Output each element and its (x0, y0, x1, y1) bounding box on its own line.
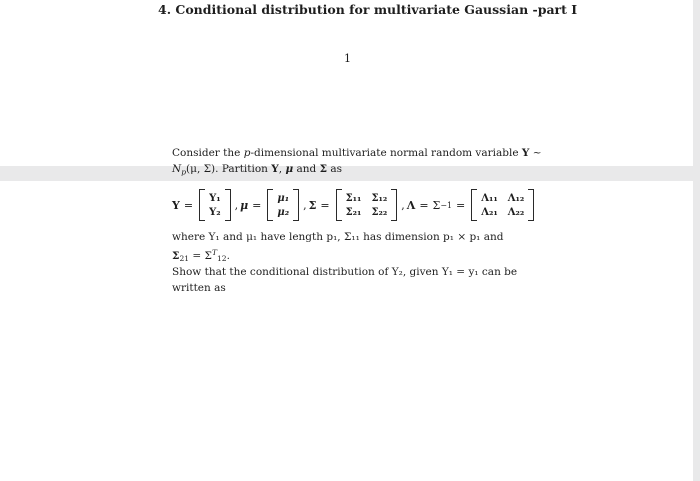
sigma-matrix (336, 189, 398, 221)
intro-text: as (327, 163, 343, 175)
eq-inverse-exponent: −1 (440, 200, 452, 210)
page-1 (0, 0, 693, 166)
where-paragraph (172, 229, 592, 267)
lambda-matrix (471, 189, 534, 221)
intro-text: Consider the (172, 147, 244, 159)
matrix-cell: Λ₂₂ (507, 206, 525, 218)
intro-sigma: Σ (319, 163, 328, 175)
where-period: . (226, 249, 230, 262)
eq-sigma-symbol: Σ (308, 198, 317, 212)
page-number: 1 (344, 52, 351, 65)
matrix-cell: Λ₁₂ (507, 192, 525, 204)
intro-mu: μ (285, 163, 294, 175)
page-2 (0, 181, 693, 481)
eq-mu-symbol: μ (240, 198, 249, 212)
intro-paragraph: Consider the p-dimensional multivariate normal random variable Y ~ $N_p(\mu$, Σ). Partition Y, μ and Σ as (172, 147, 542, 177)
where-sigma: Σ (172, 249, 180, 262)
show-line-2: written as (172, 282, 226, 294)
intro-text: (μ, Σ). Partition (186, 163, 272, 175)
matrix-cell: Λ₁₁ (481, 192, 498, 204)
intro-text: -dimensional multivariate normal random variable (250, 147, 522, 159)
intro-text: ~ (529, 147, 542, 159)
matrix-cell: Y₁ (209, 192, 221, 204)
where-sub: 21 (179, 254, 190, 264)
eq-lambda-symbol: Λ (406, 198, 416, 212)
eq-equals: = (419, 198, 429, 212)
where-sub: 12 (217, 254, 227, 264)
where-line-1: where Y₁ and μ₁ have length p₁, Σ₁₁ has dimension p₁ × p₁ and (172, 231, 504, 243)
mu-vector (267, 189, 299, 221)
matrix-cell: μ₁ (277, 192, 290, 204)
Y-vector (199, 189, 231, 221)
intro-p: p (243, 147, 251, 159)
eq-equals: = (252, 198, 262, 212)
matrix-cell: Σ₂₁ (345, 206, 362, 218)
partition-equation (172, 187, 536, 223)
eq-comma: , (303, 198, 307, 212)
intro-Y: Y (271, 163, 279, 175)
show-line-1: Show that the conditional distribution of Y₂, given Y₁ = y₁ can be (172, 266, 518, 278)
eq-equals: = (455, 198, 466, 212)
where-transpose: T (211, 248, 217, 257)
matrix-cell: Y₂ (209, 206, 221, 218)
show-paragraph (172, 264, 592, 296)
intro-text: , (278, 163, 286, 175)
intro-N: N (172, 163, 182, 175)
matrix-cell: Σ₁₁ (345, 192, 362, 204)
where-eq: = Σ (189, 249, 212, 262)
eq-Y-symbol: Y (172, 198, 180, 212)
problem-title: 4. Conditional distribution for multivariate Gaussian -part I (158, 2, 578, 17)
matrix-cell: μ₂ (277, 206, 290, 218)
eq-sigma-inverse: Σ (432, 198, 441, 212)
eq-comma: , (234, 198, 239, 212)
eq-comma: , (401, 198, 405, 212)
eq-equals: = (183, 198, 194, 212)
matrix-cell: Σ₂₂ (371, 206, 388, 218)
intro-text: and (293, 163, 320, 175)
eq-equals: = (320, 198, 330, 212)
matrix-cell: Σ₁₂ (371, 192, 388, 204)
matrix-cell: Λ₂₁ (481, 206, 498, 218)
